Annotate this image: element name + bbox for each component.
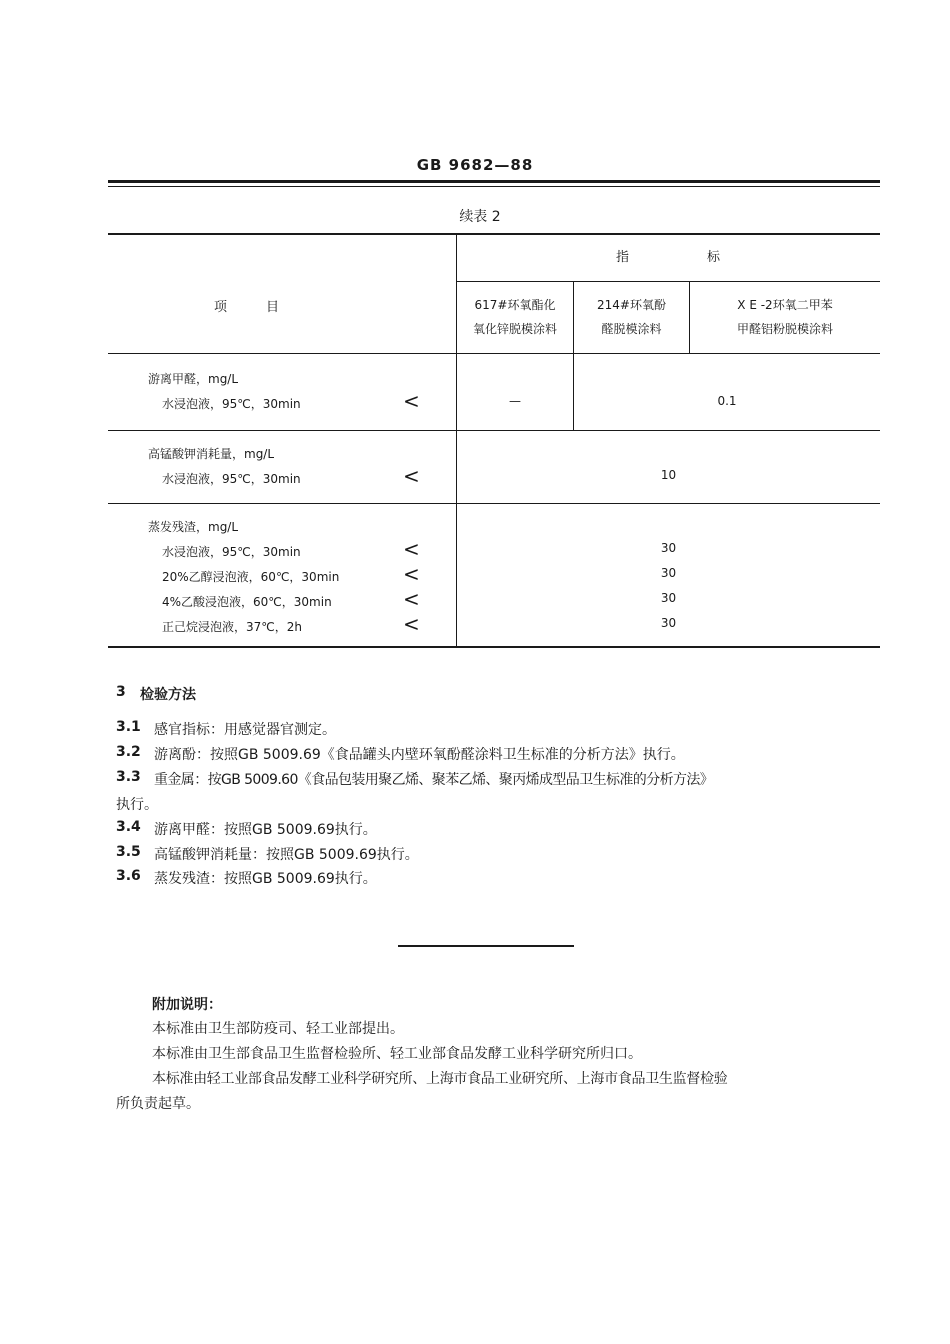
clause-text-continuation: 执行。 bbox=[116, 797, 158, 813]
notes-line: 本标准由卫生部防疫司、轻工业部提出。 bbox=[152, 1021, 404, 1037]
table-cell-value: 30 bbox=[660, 616, 677, 630]
section-number: 3 bbox=[116, 684, 126, 700]
less-than-symbol: < bbox=[403, 537, 420, 561]
item-column-header: 项 目 bbox=[214, 300, 280, 315]
less-than-symbol: < bbox=[403, 587, 420, 611]
table-bottom-border bbox=[108, 646, 880, 648]
clause-number: 3.1 bbox=[116, 719, 141, 735]
table-cell-value: 10 bbox=[660, 468, 677, 482]
clause-text: 游离酚：按照GB 5009.69《食品罐头内壁环氧酚醛涂料卫生标准的分析方法》执行。 bbox=[154, 747, 685, 763]
column-header-3-line2: 甲醛铝粉脱模涂料 bbox=[736, 322, 833, 336]
indicator-header: 指 标 bbox=[615, 250, 720, 265]
row-label: 4%乙酸浸泡液，60℃，30min bbox=[162, 595, 332, 609]
notes-line: 本标准由卫生部食品卫生监督检验所、轻工业部食品发酵工业科学研究所归口。 bbox=[152, 1046, 642, 1062]
table-cell-value: 30 bbox=[660, 566, 677, 580]
row-label: 20%乙醇浸泡液，60℃，30min bbox=[162, 570, 340, 584]
table-indicator-subrule bbox=[456, 281, 880, 282]
clause-text: 重金属：按GB 5009.60《食品包装用聚乙烯、聚苯乙烯、聚丙烯成型品卫生标准的分析方法》 bbox=[154, 772, 714, 788]
less-than-symbol: < bbox=[403, 464, 420, 488]
header-rule-thin bbox=[108, 186, 880, 187]
table-caption: 续表 2 bbox=[459, 209, 501, 225]
end-divider bbox=[398, 945, 574, 947]
column-header-1-line1: 617#环氧酯化 bbox=[474, 298, 556, 312]
table-top-border bbox=[108, 233, 880, 235]
table-row-divider bbox=[108, 430, 880, 431]
clause-number: 3.4 bbox=[116, 819, 141, 835]
group-title-permanganate: 高锰酸钾消耗量，mg/L bbox=[148, 447, 275, 461]
row-label: 水浸泡液，95℃，30min bbox=[162, 545, 301, 559]
section-heading: 检验方法 bbox=[140, 687, 196, 703]
notes-title: 附加说明： bbox=[152, 997, 222, 1013]
table-header-bottom-border bbox=[108, 353, 880, 354]
notes-line: 本标准由轻工业部食品发酵工业科学研究所、上海市食品工业研究所、上海市食品卫生监督检验 bbox=[152, 1071, 728, 1087]
table-cell-value: 30 bbox=[660, 541, 677, 555]
table-cell-value: — bbox=[509, 394, 521, 408]
table-vline-col2 bbox=[689, 281, 690, 354]
clause-number: 3.3 bbox=[116, 769, 141, 785]
column-header-2-line1: 214#环氧酚 bbox=[597, 298, 666, 312]
clause-text: 感官指标：用感觉器官测定。 bbox=[154, 722, 336, 738]
group-title-evaporation-residue: 蒸发残渣，mg/L bbox=[148, 520, 239, 534]
column-header-1-line2: 氧化锌脱模涂料 bbox=[472, 322, 557, 336]
table-cell-value: 0.1 bbox=[717, 394, 737, 408]
table-row-divider bbox=[108, 503, 880, 504]
less-than-symbol: < bbox=[403, 612, 420, 636]
row-label: 正己烷浸泡液，37℃，2h bbox=[162, 620, 302, 634]
less-than-symbol: < bbox=[403, 389, 420, 413]
clause-text: 高锰酸钾消耗量：按照GB 5009.69执行。 bbox=[154, 847, 419, 863]
column-header-2-line2: 醛脱模涂料 bbox=[601, 322, 662, 336]
clause-number: 3.5 bbox=[116, 844, 141, 860]
table-cell-value: 30 bbox=[660, 591, 677, 605]
column-header-3-line1: X E -2环氧二甲苯 bbox=[737, 298, 833, 312]
group-title-free-formaldehyde: 游离甲醛，mg/L bbox=[148, 372, 239, 386]
clause-text: 蒸发残渣：按照GB 5009.69执行。 bbox=[154, 871, 377, 887]
header-rule-thick bbox=[108, 180, 880, 183]
less-than-symbol: < bbox=[403, 562, 420, 586]
notes-line: 所负责起草。 bbox=[116, 1096, 200, 1112]
row-label: 水浸泡液，95℃，30min bbox=[162, 472, 301, 486]
row-label: 水浸泡液，95℃，30min bbox=[162, 397, 301, 411]
clause-text: 游离甲醛：按照GB 5009.69执行。 bbox=[154, 822, 377, 838]
standard-number: GB 9682—88 bbox=[416, 156, 534, 174]
clause-number: 3.2 bbox=[116, 744, 141, 760]
clause-number: 3.6 bbox=[116, 868, 141, 884]
